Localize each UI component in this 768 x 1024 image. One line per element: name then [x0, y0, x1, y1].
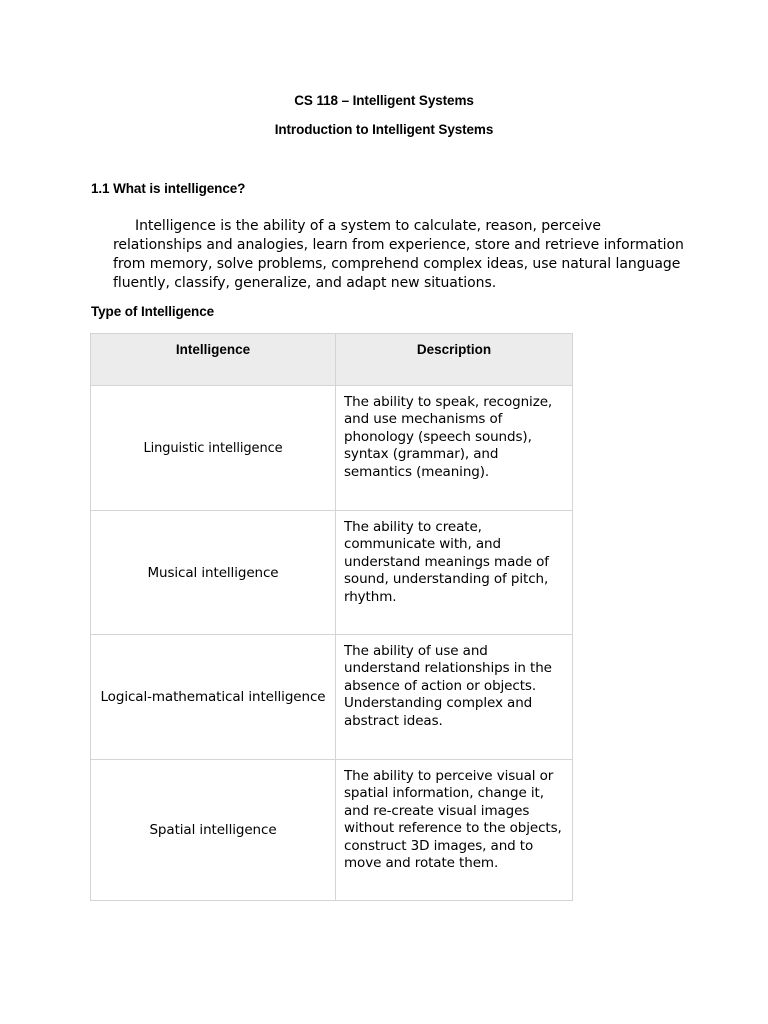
intelligence-name: Linguistic intelligence	[143, 441, 283, 456]
intelligence-name-cell	[91, 511, 336, 635]
intelligence-name-cell	[91, 760, 336, 901]
intro-paragraph: Intelligence is the ability of a system to calculate, reason, perceive relationships and analogies, learn from experience, store and retrieve information from memory, solve problems, comprehend complex ideas, use natural language fluently, classify, generalize, and adapt new situations.	[113, 218, 684, 291]
intelligence-name: Spatial intelligence	[149, 822, 277, 838]
intelligence-name: Musical intelligence	[147, 564, 279, 581]
document-title: Introduction to Intelligent Systems	[274, 122, 494, 137]
intelligence-name-cell	[91, 386, 336, 511]
intelligence-description-cell: The ability of use and understand relationships in the absence of action or objects. Understanding complex and abstract ideas.	[336, 635, 573, 760]
section-heading: 1.1 What is intelligence?	[91, 181, 246, 196]
column-header-description: Description	[336, 334, 573, 386]
table-heading: Type of Intelligence	[91, 304, 215, 319]
course-title: CS 118 – Intelligent Systems	[294, 93, 474, 108]
table-row	[91, 386, 573, 511]
column-header-intelligence: Intelligence	[91, 334, 336, 386]
intelligence-name-cell	[91, 635, 336, 760]
table-row	[91, 511, 573, 635]
intelligence-description-cell: The ability to speak, recognize, and use mechanisms of phonology (speech sounds), syntax (grammar), and semantics (meaning).	[336, 386, 573, 511]
intelligence-table	[90, 333, 573, 901]
table-row	[91, 635, 573, 760]
intelligence-name: Logical-mathematical intelligence	[100, 689, 326, 705]
intelligence-description-cell: The ability to create, communicate with, and understand meanings made of sound, understanding of pitch, rhythm.	[336, 511, 573, 635]
table-row	[91, 760, 573, 901]
table-header-row	[91, 334, 573, 386]
intelligence-description-cell: The ability to perceive visual or spatial information, change it, and re-create visual images without reference to the objects, construct 3D images, and to move and rotate them.	[336, 760, 573, 901]
